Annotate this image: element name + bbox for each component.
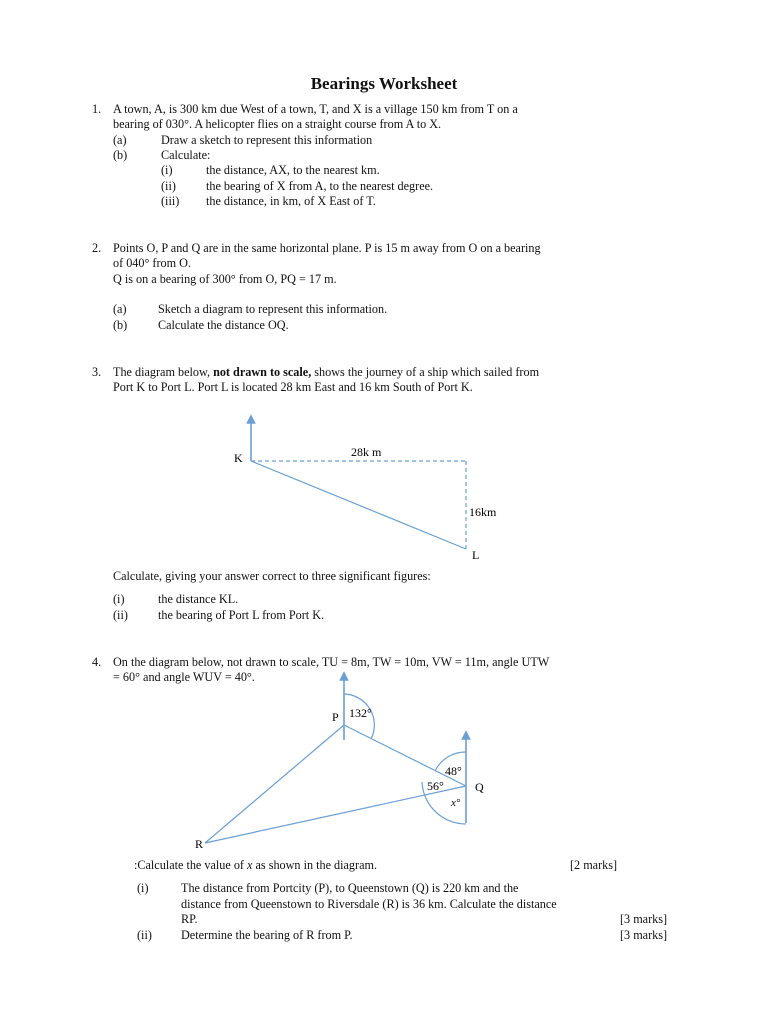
q4-angle-48: 48°: [445, 764, 462, 778]
q4-i-line2: distance from Queenstown to Riversdale (R) is 36 km. Calculate the distance: [181, 897, 557, 911]
q4-i-marks: [3 marks]: [620, 912, 668, 926]
q3-number: 3.: [92, 365, 102, 379]
q3-line1-pre: The diagram below,: [113, 365, 214, 379]
q4-i-label: (i): [137, 881, 149, 895]
q2-line3: Q is on a bearing of 300° from O, PQ = 17 m.: [113, 272, 337, 286]
q4-ii-marks: [3 marks]: [620, 928, 668, 942]
q1-iii-label: (iii): [161, 194, 180, 208]
q3-line1-post: shows the journey of a ship which sailed from: [311, 365, 540, 379]
q4-label-p: P: [332, 710, 339, 724]
q3-label-16km: 16km: [469, 505, 497, 519]
q4-calc-marks: [2 marks]: [570, 858, 618, 872]
q4-line-rp: [205, 725, 344, 843]
q1-number: 1.: [92, 102, 102, 116]
q1-b-text: Calculate:: [161, 148, 211, 162]
q4-line1: On the diagram below, not drawn to scale, TU = 8m, TW = 10m, VW = 11m, angle UTW: [113, 655, 550, 669]
q4-angle-x: x°: [451, 797, 461, 809]
q4-calc-var: x: [247, 858, 253, 872]
q3-label-k: K: [234, 451, 243, 465]
q3-label-l: L: [472, 548, 480, 562]
q2-b-label: (b): [113, 318, 128, 332]
q2-a-text: Sketch a diagram to represent this information.: [158, 302, 388, 316]
q4-angle-56: 56°: [427, 779, 444, 793]
q2-number: 2.: [92, 241, 102, 255]
q4-label-q: Q: [475, 780, 484, 794]
q2-b-text: Calculate the distance OQ.: [158, 318, 289, 332]
q4-line2: = 60° and angle WUV = 40°.: [113, 670, 255, 684]
q4-ii-text: Determine the bearing of R from P.: [181, 928, 353, 942]
q4-line-rq: [205, 786, 466, 843]
q1-a-text: Draw a sketch to represent this information: [161, 133, 373, 147]
q2-a-label: (a): [113, 302, 127, 316]
q4-angle-132: 132°: [349, 706, 372, 720]
q3-i-label: (i): [113, 592, 125, 606]
q3-label-28km: 28k m: [351, 445, 382, 459]
q1-i-label: (i): [161, 163, 173, 177]
q3-line2: Port K to Port L. Port L is located 28 km East and 16 km South of Port K.: [113, 380, 473, 394]
q3-instruction: Calculate, giving your answer correct to three significant figures:: [113, 569, 431, 583]
worksheet-title: Bearings Worksheet: [310, 74, 458, 93]
q1-i-text: the distance, AX, to the nearest km.: [206, 163, 380, 177]
q4-i-line1: The distance from Portcity (P), to Queenstown (Q) is 220 km and the: [181, 881, 519, 895]
q4-ii-label: (ii): [137, 928, 152, 942]
q1-ii-label: (ii): [161, 179, 176, 193]
q1-a-label: (a): [113, 133, 127, 147]
q3-line1-bold: not drawn to scale,: [213, 365, 312, 379]
q2-line2: of 040° from O.: [113, 256, 191, 270]
q4-number: 4.: [92, 655, 102, 669]
q4-calc-line: [134, 858, 377, 873]
q4-calc-post: as shown in the diagram.: [252, 858, 378, 872]
q1-line2: bearing of 030°. A helicopter flies on a straight course from A to X.: [113, 117, 442, 131]
q1-ii-text: the bearing of X from A, to the nearest degree.: [206, 179, 434, 193]
q1-iii-text: the distance, in km, of X East of T.: [206, 194, 376, 208]
q3-i-text: the distance KL.: [158, 592, 239, 606]
q4-label-r: R: [195, 837, 204, 851]
q3-ii-text: the bearing of Port L from Port K.: [158, 608, 325, 622]
q3-ii-label: (ii): [113, 608, 128, 622]
q2-line1: Points O, P and Q are in the same horizontal plane. P is 15 m away from O on a bearing: [113, 241, 541, 255]
q4-i-line3: RP.: [181, 912, 198, 926]
q1-line1: A town, A, is 300 km due West of a town, T, and X is a village 150 km from T on a: [113, 102, 518, 116]
q4-calc-pre: :Calculate the value of: [134, 858, 248, 872]
q1-b-label: (b): [113, 148, 128, 162]
